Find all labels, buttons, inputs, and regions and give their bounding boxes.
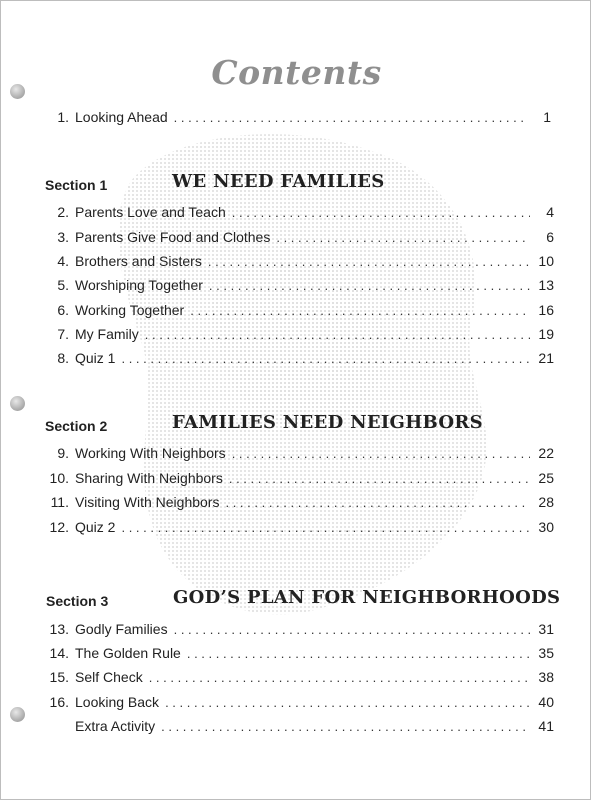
binder-hole-middle bbox=[10, 396, 25, 411]
entry-page: 16 bbox=[538, 302, 554, 318]
toc-entry bbox=[41, 714, 554, 734]
entry-label: Looking Ahead bbox=[75, 109, 168, 125]
entry-page: 25 bbox=[538, 470, 554, 486]
dot-leader bbox=[174, 622, 530, 637]
toc-entry bbox=[41, 249, 554, 269]
entry-number: 12. bbox=[49, 519, 69, 535]
entry-label: Extra Activity bbox=[75, 718, 156, 734]
toc-entry bbox=[41, 466, 554, 486]
entry-label: Looking Back bbox=[75, 694, 160, 710]
entry-number: 1. bbox=[57, 109, 69, 125]
entry-label: Quiz 2 bbox=[75, 519, 116, 535]
section-1-label: Section 1 bbox=[45, 177, 108, 193]
toc-entry bbox=[41, 617, 554, 637]
section-1-title: WE NEED FAMILIES bbox=[172, 171, 385, 192]
entry-number: 3. bbox=[57, 229, 69, 245]
dot-leader bbox=[121, 351, 530, 366]
dot-leader bbox=[232, 205, 530, 220]
section-2-label: Section 2 bbox=[45, 418, 108, 434]
entry-page: 6 bbox=[546, 229, 554, 245]
entry-page: 31 bbox=[538, 621, 554, 637]
toc-entry bbox=[41, 273, 554, 293]
entry-label: The Golden Rule bbox=[75, 645, 181, 661]
entry-number: 13. bbox=[49, 621, 69, 637]
toc-entry bbox=[41, 298, 554, 318]
entry-page: 41 bbox=[538, 718, 554, 734]
entry-number: 10. bbox=[49, 470, 69, 486]
toc-entry bbox=[41, 665, 554, 685]
entry-page: 28 bbox=[538, 494, 554, 510]
entry-number: 5. bbox=[57, 277, 69, 293]
section-3-label: Section 3 bbox=[46, 593, 109, 609]
entry-number: 8. bbox=[57, 350, 69, 366]
toc-entry-looking-ahead bbox=[41, 105, 551, 125]
entry-label: Self Check bbox=[75, 669, 143, 685]
entry-label: Visiting With Neighbors bbox=[75, 494, 220, 510]
entry-label: Worshiping Together bbox=[75, 277, 203, 293]
toc-entry bbox=[41, 490, 554, 510]
entry-page: 38 bbox=[538, 669, 554, 685]
entry-page: 13 bbox=[538, 277, 554, 293]
entry-label: Brothers and Sisters bbox=[75, 253, 202, 269]
toc-entry bbox=[41, 515, 554, 535]
dot-leader bbox=[190, 303, 530, 318]
entry-label: Quiz 1 bbox=[75, 350, 116, 366]
dot-leader bbox=[165, 695, 530, 710]
dot-leader bbox=[121, 520, 530, 535]
toc-entry bbox=[41, 346, 554, 366]
dot-leader bbox=[208, 254, 530, 269]
entry-label: Parents Give Food and Clothes bbox=[75, 229, 271, 245]
entry-page: 21 bbox=[538, 350, 554, 366]
entry-page: 22 bbox=[538, 445, 554, 461]
entry-number: 4. bbox=[57, 253, 69, 269]
entry-label: Working Together bbox=[75, 302, 185, 318]
entry-label: Godly Families bbox=[75, 621, 168, 637]
entry-page: 10 bbox=[538, 253, 554, 269]
dot-leader bbox=[209, 278, 530, 293]
section-2-title: FAMILIES NEED NEIGHBORS bbox=[172, 412, 483, 433]
dot-leader bbox=[161, 719, 530, 734]
entry-page: 40 bbox=[538, 694, 554, 710]
entry-label: Sharing With Neighbors bbox=[75, 470, 223, 486]
dot-leader bbox=[229, 471, 530, 486]
section-3-title: GOD’S PLAN FOR NEIGHBORHOODS bbox=[173, 587, 561, 608]
dot-leader bbox=[187, 646, 530, 661]
entry-number: 9. bbox=[57, 445, 69, 461]
entry-number: 7. bbox=[57, 326, 69, 342]
background-illustration bbox=[111, 121, 511, 641]
dot-leader bbox=[276, 230, 530, 245]
entry-number: 6. bbox=[57, 302, 69, 318]
entry-number: 15. bbox=[49, 669, 69, 685]
dot-leader bbox=[232, 446, 530, 461]
entry-page: 30 bbox=[538, 519, 554, 535]
entry-label: Working With Neighbors bbox=[75, 445, 226, 461]
entry-label: My Family bbox=[75, 326, 139, 342]
dot-leader bbox=[149, 670, 530, 685]
entry-page: 4 bbox=[546, 204, 554, 220]
toc-entry bbox=[41, 200, 554, 220]
entry-label: Parents Love and Teach bbox=[75, 204, 226, 220]
page-title: Contents bbox=[211, 53, 382, 92]
toc-entry bbox=[41, 225, 554, 245]
entry-page: 19 bbox=[538, 326, 554, 342]
toc-entry bbox=[41, 322, 554, 342]
binder-hole-bottom bbox=[10, 707, 25, 722]
dot-leader bbox=[174, 110, 527, 125]
dot-leader bbox=[145, 327, 530, 342]
entry-page: 1 bbox=[543, 109, 551, 125]
toc-entry bbox=[41, 641, 554, 661]
entry-number: 16. bbox=[49, 694, 69, 710]
toc-entry bbox=[41, 690, 554, 710]
entry-number: 14. bbox=[49, 645, 69, 661]
dot-leader bbox=[225, 495, 530, 510]
entry-page: 35 bbox=[538, 645, 554, 661]
entry-number: 2. bbox=[57, 204, 69, 220]
entry-number: 11. bbox=[50, 494, 69, 510]
toc-entry bbox=[41, 441, 554, 461]
